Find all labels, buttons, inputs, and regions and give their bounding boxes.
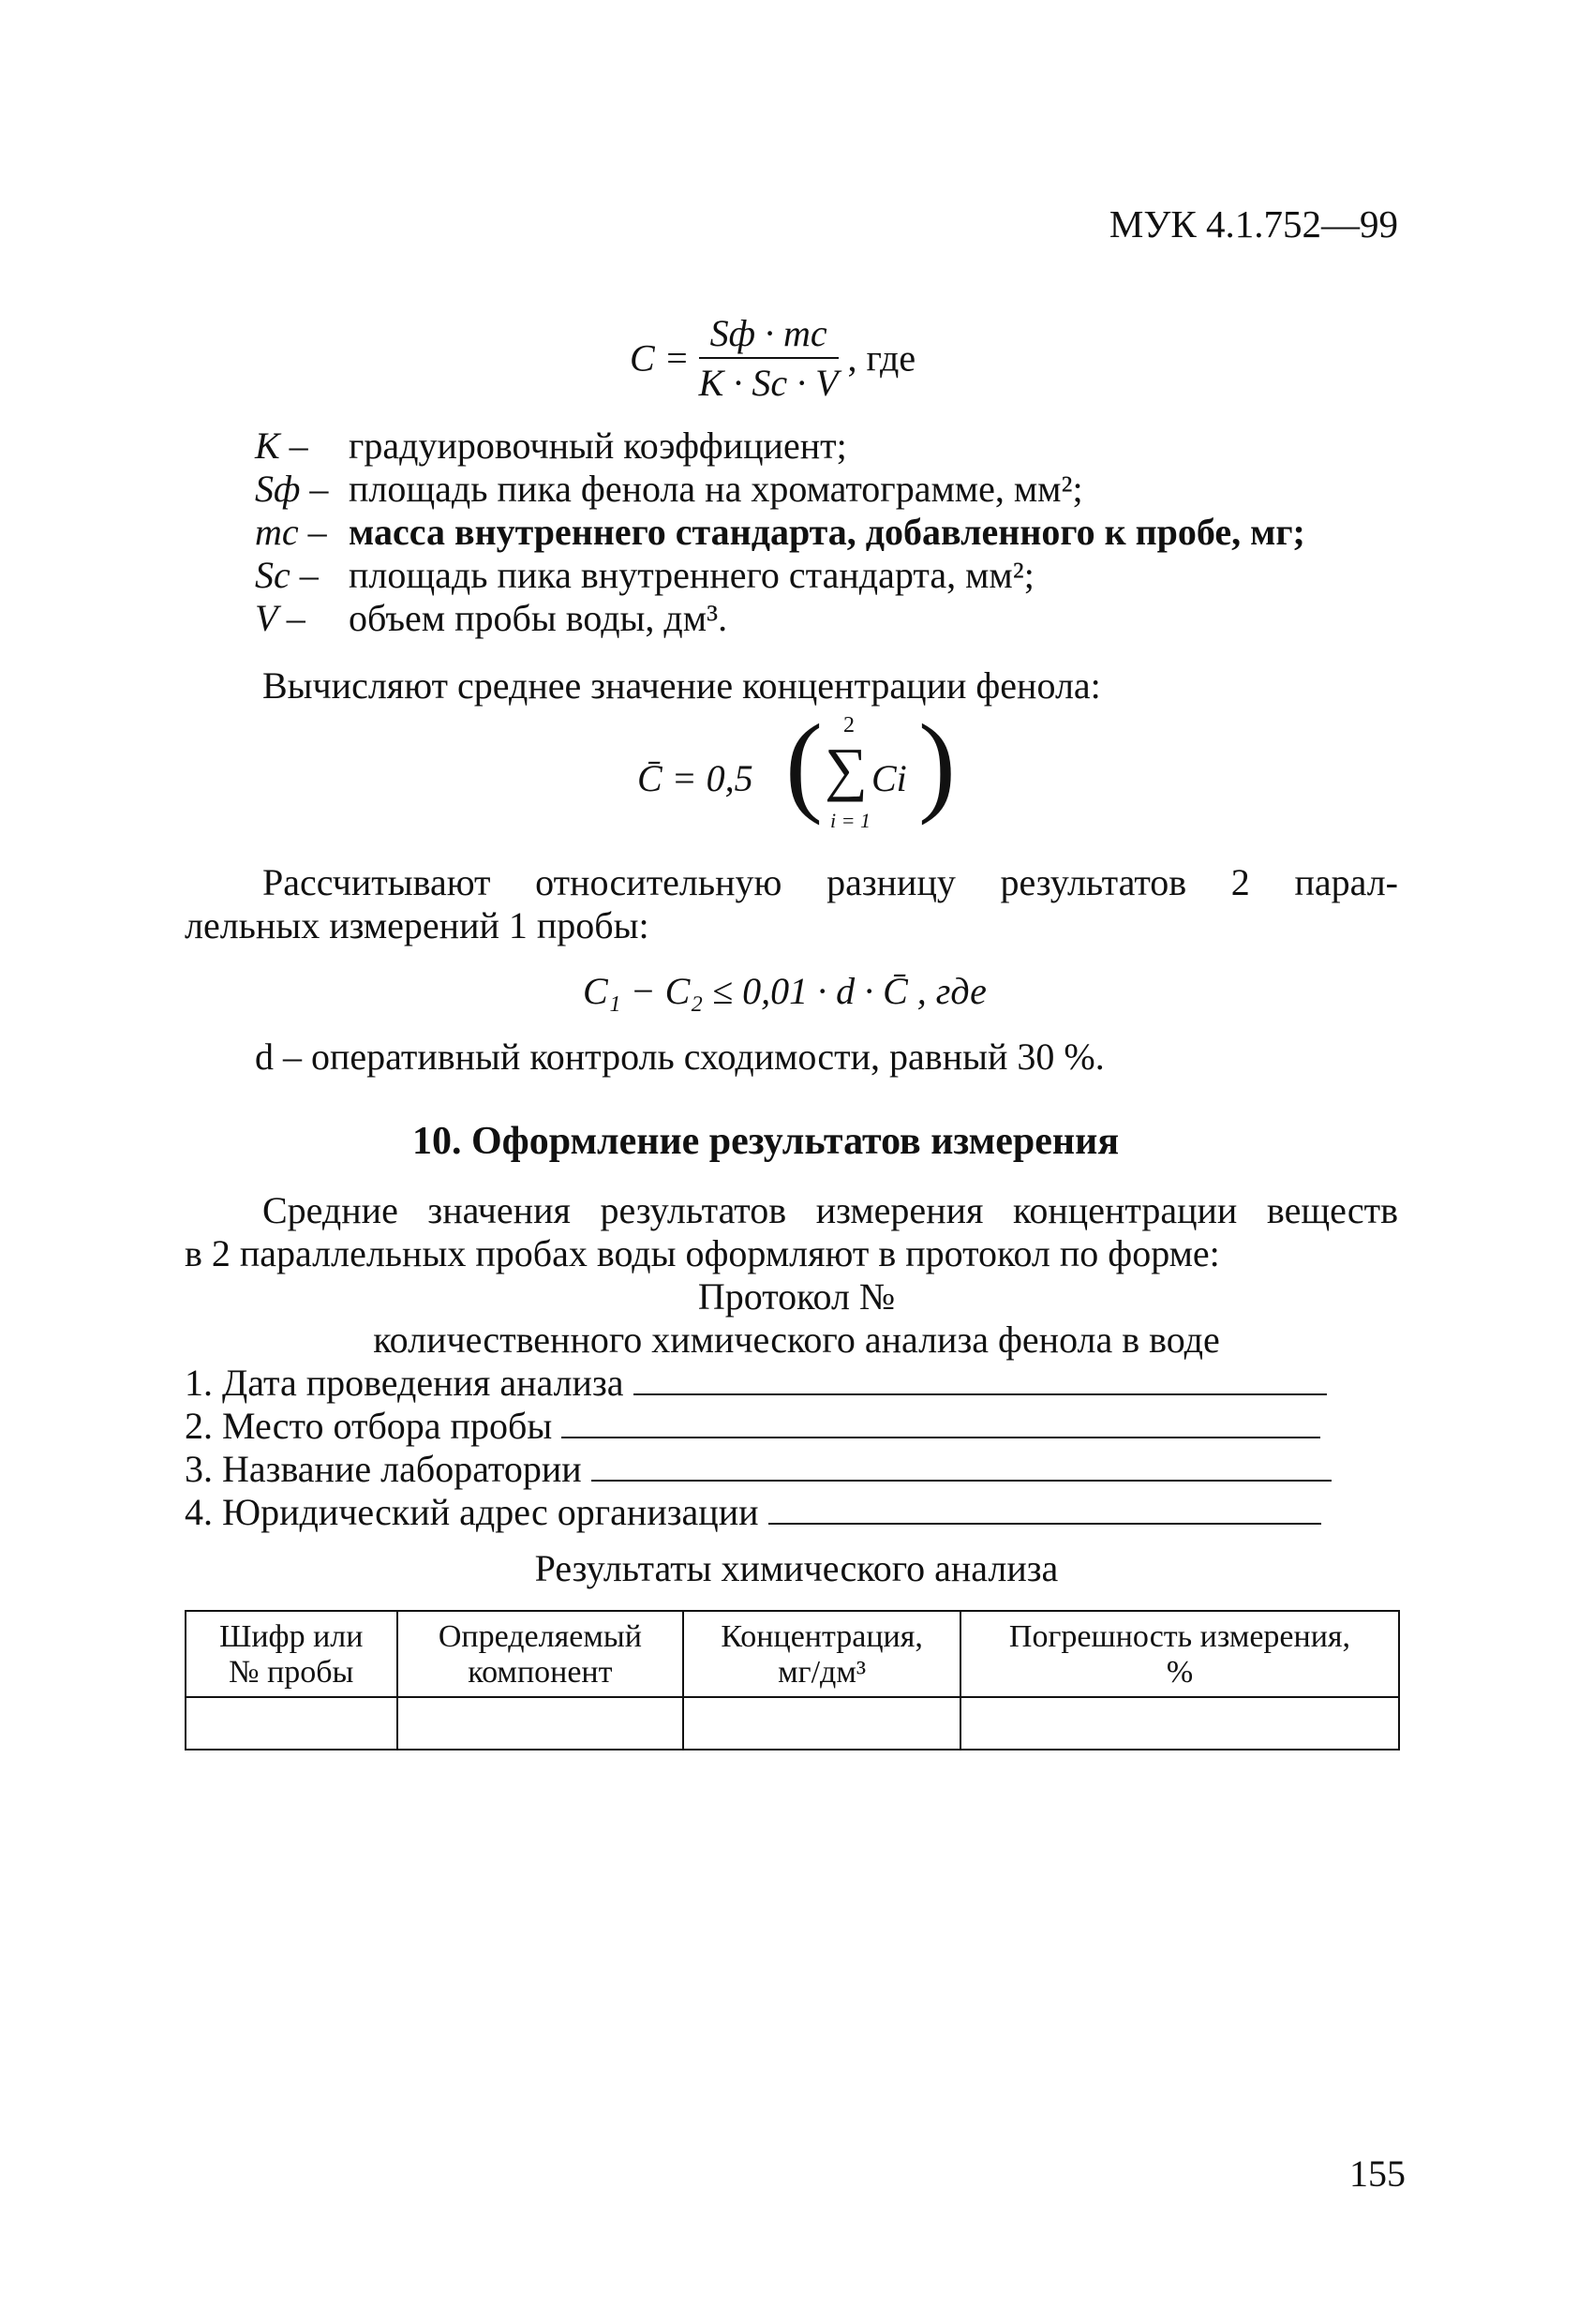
header-line: Концентрация, [721,1619,923,1654]
results-title: Результаты химического анализа [534,1547,1059,1589]
table-header-cell [397,1611,684,1697]
protocol-subtitle: количественного химического анализа фенола в воде [373,1318,1220,1361]
definition-symbol: mc – [255,511,327,553]
definition-text: градуировочный коэффициент; [349,425,847,467]
definition-text: объем пробы воды, дм³. [349,597,728,639]
paragraph-mean: Вычисляют среднее значение концентрации фенола: [262,664,1101,707]
form-field-line[interactable] [561,1405,1320,1438]
form-field-label: 3. Название лаборатории [185,1448,582,1490]
document-id: МУК 4.1.752—99 [1109,202,1398,246]
formula-denominator: K · Sc · V [698,362,839,404]
form-field-line[interactable] [633,1362,1327,1395]
header-line: Шифр или [219,1619,364,1654]
header-line: мг/дм³ [778,1655,867,1690]
formula-fraction [699,311,839,405]
sum-body: Ci [871,757,907,799]
definition-symbol: Sф – [255,468,329,510]
definition-text: масса внутреннего стандарта, добавленного к пробе, мг; [349,511,1305,553]
d-definition: d – оперативный контроль сходимости, равный 30 %. [255,1035,1105,1078]
form-field-address[interactable] [185,1490,1321,1535]
formula-suffix: , где [847,336,916,380]
header-line: Определяемый [438,1619,642,1654]
table-header-cell [960,1611,1399,1697]
definition-text: площадь пика внутреннего стандарта, мм²; [349,554,1035,596]
sum-icon: ∑ [825,736,868,802]
formula-concentration [630,311,916,405]
formula-lhs: C = [630,336,690,380]
definition-symbol: K – [255,425,308,467]
header-line: Погрешность измерения, [1008,1619,1351,1654]
right-paren-icon: ) [918,701,956,826]
form-field-line[interactable] [768,1491,1321,1525]
header-line: № пробы [229,1655,354,1690]
definition-symbol: Sc – [255,554,319,596]
table-cell[interactable] [397,1697,684,1750]
table-cell[interactable] [960,1697,1399,1750]
header-line: % [1166,1655,1194,1690]
definition-symbol: V – [255,597,305,639]
table-row [186,1697,1399,1750]
form-field-line[interactable] [591,1448,1332,1482]
table-cell[interactable] [186,1697,397,1750]
form-field-place[interactable] [185,1404,1320,1449]
protocol-title: Протокол № [697,1275,896,1318]
table-header-cell [186,1611,397,1697]
form-field-date[interactable] [185,1361,1327,1406]
left-paren-icon: ( [785,701,823,826]
page-number: 155 [1349,2153,1406,2195]
formula-mean-lhs: C̄ = 0,5 [637,757,753,799]
form-field-label: 1. Дата проведения анализа [185,1362,624,1404]
definition-text: площадь пика фенола на хроматограмме, мм²; [349,468,1083,510]
header-line: компонент [468,1655,613,1690]
table-header-row [186,1611,1399,1697]
paragraph-diff-line1: Рассчитывают относительную разницу результатов 2 парал- [262,861,1398,903]
form-field-label: 2. Место отбора пробы [185,1405,553,1447]
form-field-lab-name[interactable] [185,1447,1332,1492]
section-paragraph-line2: в 2 параллельных пробах воды оформляют в протокол по форме: [185,1232,1220,1274]
formula-mean [637,701,975,848]
section-paragraph-line1: Средние значения результатов измерения концентрации веществ [262,1189,1398,1231]
results-table [185,1610,1400,1750]
table-header-cell [683,1611,960,1697]
formula-convergence: C₁ − C₂ ≤ 0,01 · d · C̄ , где [583,970,987,1012]
section-heading: 10. Оформление результатов измерения [412,1120,1120,1163]
table-cell[interactable] [683,1697,960,1750]
sum-lower-limit: i = 1 [830,809,871,832]
sum-upper-limit: 2 [843,713,855,737]
formula-numerator: Sф · mc [699,311,839,359]
form-field-label: 4. Юридический адрес организации [185,1491,759,1533]
paragraph-diff-line2: лельных измерений 1 пробы: [185,904,649,946]
